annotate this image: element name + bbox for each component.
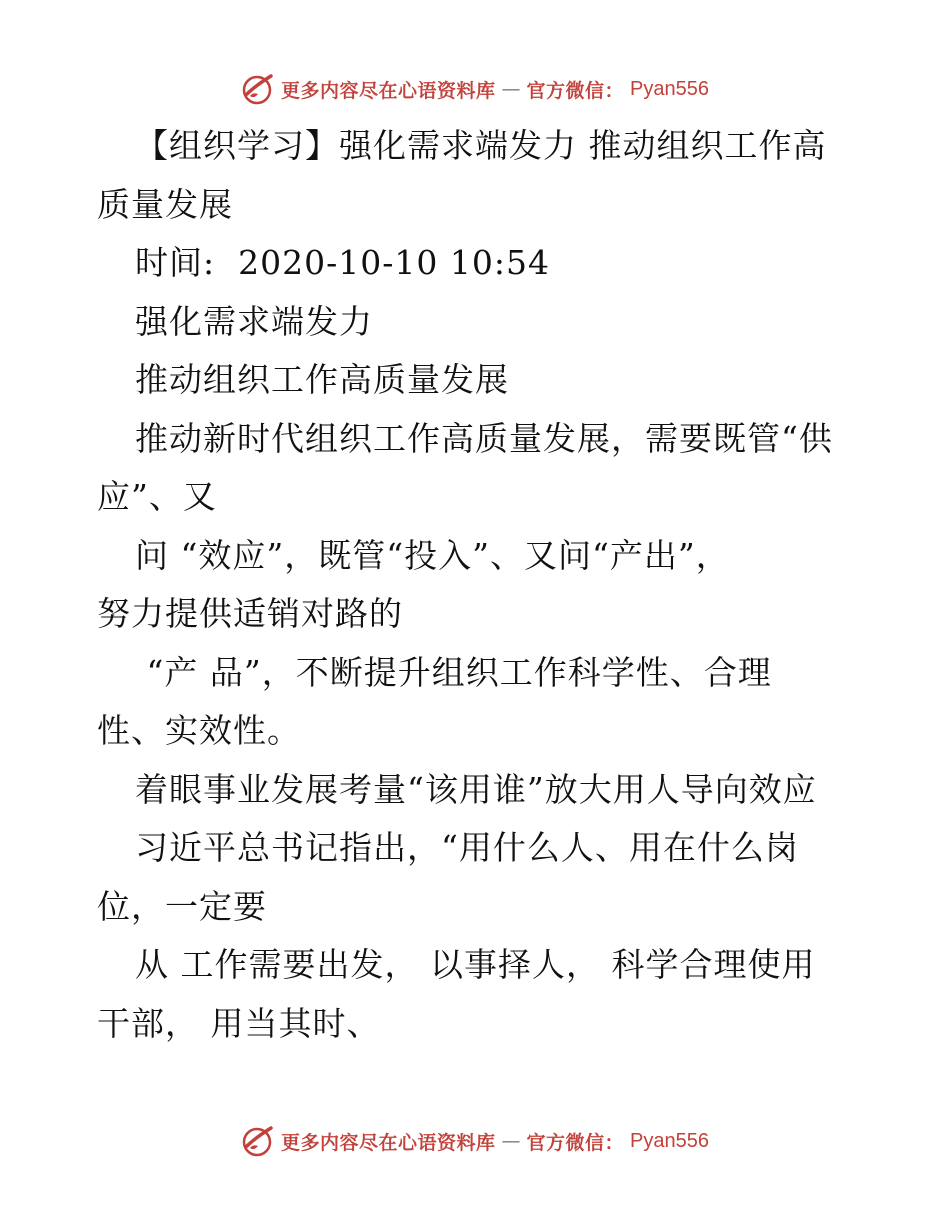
document-line: 从 工作需要出发， 以事择人， 科学合理使用 xyxy=(135,945,816,984)
watermark-separator: — xyxy=(501,1130,521,1152)
document-line: 强化需求端发力 xyxy=(135,301,373,341)
document-line: 时间: 2020-10-10 10:54 xyxy=(135,243,550,282)
brush-logo-icon xyxy=(241,72,275,106)
watermark-separator: — xyxy=(501,78,521,100)
watermark-wechat-id: Pyan556 xyxy=(630,1129,709,1152)
brush-logo-icon xyxy=(241,1124,275,1158)
document-line: 干部， 用当其时、 xyxy=(97,1003,381,1043)
header-watermark xyxy=(0,72,950,106)
document-line: 【组织学习】强化需求端发力 推动组织工作高 xyxy=(135,126,827,165)
document-line: 性、实效性。 xyxy=(97,711,301,750)
document-line: 应”、又 xyxy=(97,477,217,516)
document-line: 着眼事业发展考量“该用谁”放大用人导向效应 xyxy=(135,769,817,809)
watermark-wechat-id: Pyan556 xyxy=(630,77,709,100)
document-line: 问 “效应”，既管“投入”、又问“产出”， xyxy=(135,535,730,575)
watermark-wechat-label: 官方微信： xyxy=(526,79,625,102)
document-line: 位，一定要 xyxy=(97,886,267,926)
watermark-main-text: 更多内容尽在心语资料库 xyxy=(281,1131,496,1154)
watermark-wechat-label: 官方微信： xyxy=(526,1131,625,1154)
document-line: 推动新时代组织工作高质量发展，需要既管“供 xyxy=(135,418,833,458)
document-line: 推动组织工作高质量发展 xyxy=(135,360,509,399)
watermark-main-text: 更多内容尽在心语资料库 xyxy=(281,79,496,102)
footer-watermark xyxy=(0,1124,950,1158)
document-line: 质量发展 xyxy=(97,184,233,224)
document-line: 努力提供适销对路的 xyxy=(97,594,403,633)
document-body xyxy=(97,117,867,1053)
document-line: 习近平总书记指出，“用什么人、用在什么岗 xyxy=(135,828,799,867)
document-line: “产 品”，不断提升组织工作科学性、合理 xyxy=(135,652,772,692)
